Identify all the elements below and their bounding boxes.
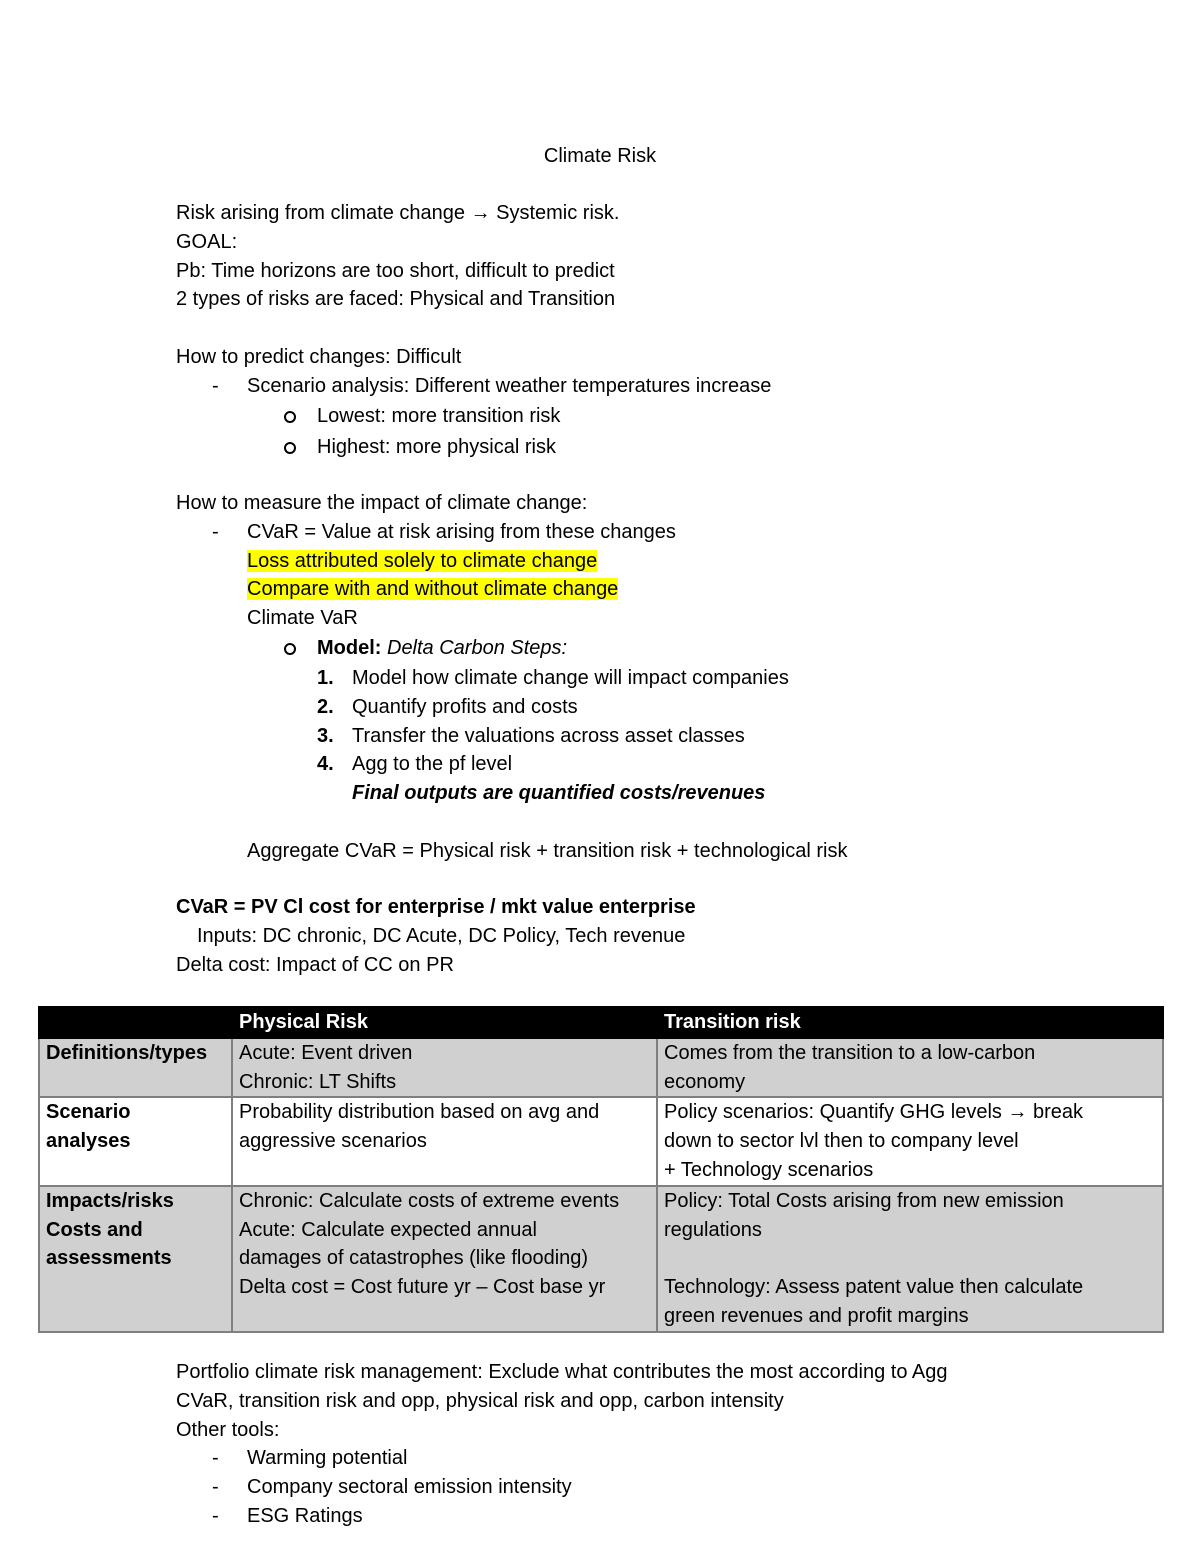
cell-text: green revenues and profit margins — [664, 1304, 969, 1327]
table-row-header — [39, 1097, 232, 1185]
risk-types-line: 2 types of risks are faced: Physical and Transition — [176, 288, 616, 311]
step-number: 1. — [317, 666, 334, 689]
measure-heading: How to measure the impact of climate change: — [176, 492, 588, 514]
tool-list-item — [176, 1473, 1136, 1502]
predict-sub-item — [176, 401, 1136, 432]
cell-text: economy — [664, 1070, 746, 1093]
model-item — [176, 633, 1136, 664]
cell-text: Probability distribution based on avg and — [239, 1101, 600, 1124]
dash-bullet: - — [212, 1447, 219, 1470]
table-header-row — [39, 1007, 1163, 1038]
cell-text: Chronic: LT Shifts — [239, 1070, 397, 1093]
portfolio-line: CVaR, transition risk and opp, physical risk and opp, carbon intensity — [176, 1389, 784, 1412]
risk-comparison-table — [38, 1006, 1164, 1333]
highlighted-text: Compare with and without climate change — [247, 578, 619, 601]
measure-section — [176, 489, 1136, 866]
tool-list-item — [176, 1502, 1136, 1531]
intro-line-systemic — [176, 199, 1136, 228]
tool-text: Warming potential — [247, 1447, 408, 1470]
highlighted-text: Loss attributed solely to climate change — [247, 549, 598, 572]
table-row — [39, 1097, 1163, 1185]
formula-section — [176, 893, 1136, 979]
table-row-header — [39, 1038, 232, 1098]
cell-text: Definitions/types — [46, 1041, 208, 1064]
predict-sub-text: Lowest: more transition risk — [317, 404, 561, 427]
cvar-formula: CVaR = PV Cl cost for enterprise / mkt value enterprise — [176, 896, 696, 918]
step-item — [176, 693, 1136, 722]
other-tools-heading: Other tools: — [176, 1418, 280, 1441]
circle-bullet-icon — [284, 643, 296, 655]
intro-section — [176, 199, 1136, 314]
intro-text: Risk arising from climate change — [176, 202, 471, 224]
cell-text: Acute: Calculate expected annual — [239, 1218, 537, 1241]
cell-text: Acute: Event driven — [239, 1041, 413, 1064]
spacer — [176, 808, 1136, 837]
portfolio-section — [176, 1358, 1136, 1531]
circle-bullet-icon — [284, 411, 296, 423]
final-output-note: Final outputs are quantified costs/revenues — [352, 782, 766, 805]
aggregate-cvar-line: Aggregate CVaR = Physical risk + transition risk + technological risk — [247, 839, 848, 862]
measure-item-text: CVaR = Value at risk arising from these changes — [247, 520, 676, 543]
cell-text: analyses — [46, 1130, 131, 1153]
cell-text: Policy scenarios: Quantify GHG levels → break — [664, 1101, 1084, 1124]
problem-line: Pb: Time horizons are too short, difficult to predict — [176, 259, 615, 282]
step-number: 4. — [317, 753, 334, 776]
highlight-line — [176, 575, 1136, 604]
cell-text: Delta cost = Cost future yr – Cost base yr — [239, 1276, 606, 1299]
cell-text: Policy: Total Costs arising from new emission — [664, 1189, 1064, 1212]
table-cell — [657, 1038, 1163, 1098]
cell-text: Costs and — [46, 1218, 143, 1241]
tool-list-item — [176, 1444, 1136, 1473]
cell-text: Scenario — [46, 1101, 131, 1124]
dash-bullet: - — [212, 520, 219, 543]
predict-sub-text: Highest: more physical risk — [317, 435, 556, 458]
step-text: Model how climate change will impact companies — [352, 666, 789, 689]
measure-list-item — [176, 518, 1136, 547]
intro-text-after: Systemic risk. — [490, 202, 620, 224]
cell-text: damages of catastrophes (like flooding) — [239, 1247, 589, 1270]
step-number: 2. — [317, 695, 334, 718]
step-item — [176, 664, 1136, 693]
table-cell — [232, 1097, 657, 1185]
table-cell — [232, 1186, 657, 1332]
step-text: Transfer the valuations across asset classes — [352, 724, 745, 747]
table-cell — [657, 1186, 1163, 1332]
delta-cost-line: Delta cost: Impact of CC on PR — [176, 953, 454, 976]
predict-heading: How to predict changes: Difficult — [176, 346, 462, 368]
tool-text: ESG Ratings — [247, 1504, 363, 1527]
step-number: 3. — [317, 724, 334, 747]
cell-text: aggressive scenarios — [239, 1130, 427, 1153]
circle-bullet-icon — [284, 442, 296, 454]
model-label: Model: — [317, 636, 382, 659]
table-cell — [657, 1097, 1163, 1185]
step-text: Agg to the pf level — [352, 753, 513, 776]
cell-text: + Technology scenarios — [664, 1158, 874, 1181]
table-row — [39, 1186, 1163, 1332]
table-row-header — [39, 1186, 232, 1332]
document-title: Climate Risk — [543, 145, 657, 167]
table-header-cell: Transition risk — [657, 1007, 1163, 1038]
climate-var-line: Climate VaR — [247, 607, 358, 630]
cell-text: Impacts/risks — [46, 1189, 174, 1212]
predict-item-text: Scenario analysis: Different weather temperatures increase — [247, 374, 772, 397]
predict-sub-item — [176, 432, 1136, 463]
cell-text: assessments — [46, 1247, 172, 1270]
highlight-line — [176, 547, 1136, 576]
predict-list-item — [176, 372, 1136, 401]
table-header-cell: Physical Risk — [232, 1007, 657, 1038]
tool-text: Company sectoral emission intensity — [247, 1476, 572, 1499]
dash-bullet: - — [212, 1476, 219, 1499]
step-item — [176, 750, 1136, 779]
cell-text: regulations — [664, 1218, 762, 1241]
cell-text: Chronic: Calculate costs of extreme events — [239, 1189, 620, 1212]
cell-text: Technology: Assess patent value then calculate — [664, 1276, 1084, 1299]
cell-text: down to sector lvl then to company level — [664, 1130, 1019, 1153]
dash-bullet: - — [212, 374, 219, 397]
portfolio-line: Portfolio climate risk management: Exclude what contributes the most according to Agg — [176, 1361, 948, 1383]
right-arrow-icon: → — [470, 202, 491, 224]
cell-text: Comes from the transition to a low-carbon — [664, 1041, 1036, 1064]
step-item — [176, 722, 1136, 751]
table-row — [39, 1038, 1163, 1098]
cell-text — [664, 1244, 1156, 1273]
predict-section — [176, 343, 1136, 463]
table-header-cell — [39, 1007, 232, 1038]
step-text: Quantify profits and costs — [352, 695, 578, 718]
table-cell — [232, 1038, 657, 1098]
inputs-line: Inputs: DC chronic, DC Acute, DC Policy, Tech revenue — [197, 924, 686, 947]
model-name: Delta Carbon Steps: — [381, 636, 568, 659]
goal-line: GOAL: — [176, 230, 238, 253]
dash-bullet: - — [212, 1504, 219, 1527]
